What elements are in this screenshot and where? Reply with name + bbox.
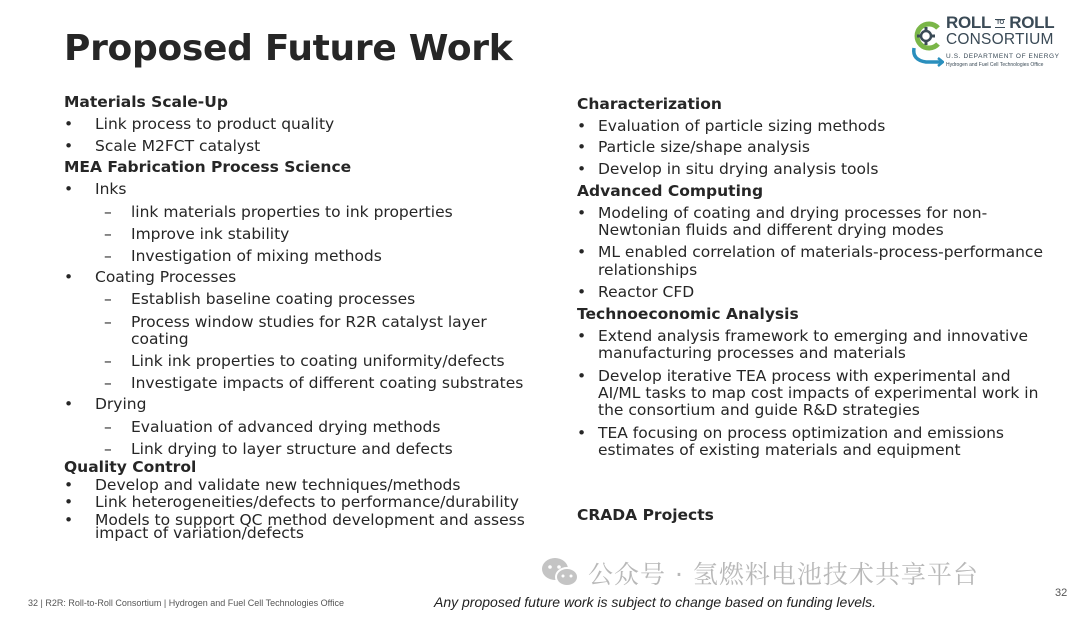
bullet-icon: • <box>64 180 74 198</box>
bullet-icon: • <box>577 243 587 261</box>
list-item-text: Link drying to layer structure and defects <box>131 440 453 458</box>
list-item-text: Extend analysis framework to emerging and innovative <box>598 327 1029 345</box>
bullet-icon: • <box>577 117 587 135</box>
dash-icon: – <box>104 418 112 436</box>
list-item-text: Investigation of mixing methods <box>131 247 382 265</box>
list-item-text: Develop and validate new techniques/methods <box>95 476 461 494</box>
list-item-text: AI/ML tasks to map cost impacts of experimental work in <box>598 384 1039 402</box>
list-item-text: the consortium and guide R&D strategies <box>598 401 920 419</box>
list-item-text: link materials properties to ink properties <box>131 203 453 221</box>
logo-title: ROLL TO ROLL <box>946 13 1055 32</box>
list-item-text: Models to support QC method development and assess <box>95 511 525 529</box>
bullet-icon: • <box>64 115 74 133</box>
bullet-icon: • <box>64 395 74 413</box>
list-item-text: Link ink properties to coating uniformity/defects <box>131 352 505 370</box>
list-item-text: Modeling of coating and drying processes for non- <box>598 204 988 222</box>
wechat-icon <box>540 556 580 590</box>
bullet-icon: • <box>577 204 587 222</box>
list-item-text: Develop in situ drying analysis tools <box>598 160 879 178</box>
section-heading: Characterization <box>577 95 722 113</box>
dash-icon: – <box>104 313 112 331</box>
dash-icon: – <box>104 440 112 458</box>
bullet-icon: • <box>64 476 74 494</box>
list-item-text: Investigate impacts of different coating substrates <box>131 374 524 392</box>
bullet-icon: • <box>577 424 587 442</box>
section-heading: Materials Scale-Up <box>64 93 228 111</box>
watermark-text: 公众号 · 氢燃料电池技术共享平台 <box>588 560 979 589</box>
list-item-text: Drying <box>95 395 147 413</box>
list-item-text: Link heterogeneities/defects to performance/durability <box>95 493 519 511</box>
list-item-text: Inks <box>95 180 127 198</box>
dash-icon: – <box>104 247 112 265</box>
logo-office: Hydrogen and Fuel Cell Technologies Office <box>946 62 1044 68</box>
list-item-text: Newtonian fluids and different drying modes <box>598 221 944 239</box>
bullet-icon: • <box>64 268 74 286</box>
list-item-text: estimates of existing materials and equipment <box>598 441 961 459</box>
bullet-icon: • <box>577 367 587 385</box>
dash-icon: – <box>104 374 112 392</box>
list-item-text: Particle size/shape analysis <box>598 138 810 156</box>
bullet-icon: • <box>577 138 587 156</box>
list-item-text: impact of variation/defects <box>95 524 304 542</box>
list-item-text: coating <box>131 330 189 348</box>
dash-icon: – <box>104 225 112 243</box>
list-item-text: TEA focusing on process optimization and emissions <box>598 424 1005 442</box>
funding-disclaimer: Any proposed future work is subject to change based on funding levels. <box>434 594 877 610</box>
dash-icon: – <box>104 352 112 370</box>
logo-agency: U.S. DEPARTMENT OF ENERGY <box>946 53 1060 60</box>
list-item-text: Evaluation of advanced drying methods <box>131 418 441 436</box>
list-item-text: Process window studies for R2R catalyst layer <box>131 313 487 331</box>
list-item-text: Develop iterative TEA process with experimental and <box>598 367 1011 385</box>
logo-subtitle: CONSORTIUM <box>946 31 1054 48</box>
section-heading: Advanced Computing <box>577 182 764 200</box>
section-heading: Quality Control <box>64 458 197 476</box>
bullet-icon: • <box>64 137 74 155</box>
bullet-icon: • <box>64 511 74 529</box>
footer-info: 32 | R2R: Roll-to-Roll Consortium | Hydrogen and Fuel Cell Technologies Office <box>28 598 344 608</box>
bullet-icon: • <box>577 283 587 301</box>
list-item-text: manufacturing processes and materials <box>598 344 906 362</box>
section-heading: CRADA Projects <box>577 506 714 524</box>
list-item-text: Coating Processes <box>95 268 237 286</box>
list-item-text: Establish baseline coating processes <box>131 290 416 308</box>
list-item-text: Reactor CFD <box>598 283 695 301</box>
section-heading: Technoeconomic Analysis <box>577 305 799 323</box>
list-item-text: Scale M2FCT catalyst <box>95 137 261 155</box>
bullet-icon: • <box>64 493 74 511</box>
r2r-gear-logo-icon <box>908 14 944 70</box>
bullet-icon: • <box>577 327 587 345</box>
dash-icon: – <box>104 290 112 308</box>
slide-title: Proposed Future Work <box>64 28 513 69</box>
list-item-text: Evaluation of particle sizing methods <box>598 117 886 135</box>
bullet-icon: • <box>577 160 587 178</box>
list-item-text: relationships <box>598 261 698 279</box>
section-heading: MEA Fabrication Process Science <box>64 158 352 176</box>
list-item-text: Improve ink stability <box>131 225 290 243</box>
page-number: 32 <box>1055 587 1068 599</box>
roll-to-roll-logo <box>908 12 1068 74</box>
list-item-text: ML enabled correlation of materials-process-performance <box>598 243 1043 261</box>
dash-icon: – <box>104 203 112 221</box>
list-item-text: Link process to product quality <box>95 115 335 133</box>
wechat-watermark <box>540 556 979 590</box>
